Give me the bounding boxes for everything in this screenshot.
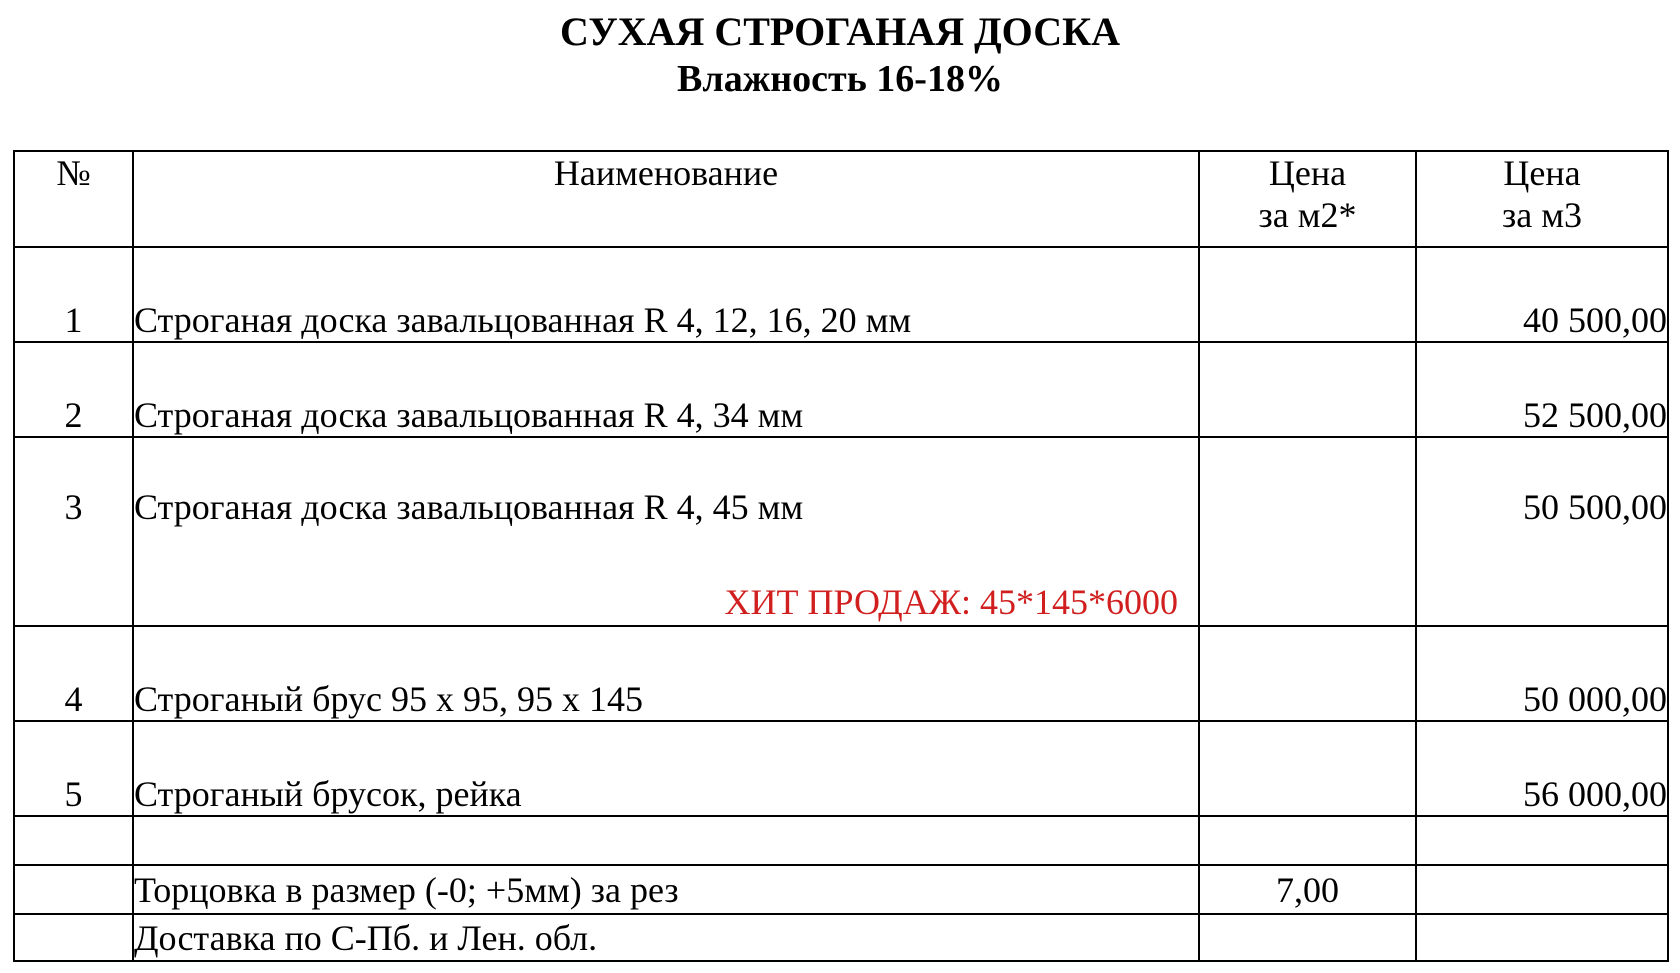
- table-row: [14, 247, 1668, 342]
- header-price-m3-line1: Цена: [1503, 153, 1581, 193]
- empty-cell: [14, 914, 133, 961]
- header-price-m2: [1199, 151, 1416, 247]
- row-name: Строганый брусок, рейка: [133, 721, 1199, 816]
- table-row: [14, 342, 1668, 437]
- row-name: Строганая доска завальцованная R 4, 12, 16, 20 мм: [133, 247, 1199, 342]
- price-table: [13, 150, 1669, 962]
- row-price-m2: [1199, 437, 1416, 626]
- row-number: 2: [14, 342, 133, 437]
- row-price-m2: [1199, 247, 1416, 342]
- service-row-delivery: [14, 914, 1668, 961]
- row-price-m3: 52 500,00: [1416, 342, 1668, 437]
- empty-cell: [1416, 816, 1668, 865]
- header-price-m2-line2: за м2*: [1258, 195, 1357, 235]
- empty-cell: [14, 865, 133, 914]
- document-header: [0, 8, 1680, 102]
- row-price-m2: [1199, 626, 1416, 721]
- document-title: СУХАЯ СТРОГАНАЯ ДОСКА: [559, 9, 1121, 54]
- document-subtitle: Влажность 16-18%: [677, 58, 1003, 100]
- row-number: 3: [14, 437, 133, 626]
- row-name-cell: [133, 437, 1199, 626]
- empty-row: [14, 816, 1668, 865]
- row-number: 5: [14, 721, 133, 816]
- service-price-m2: [1199, 914, 1416, 961]
- table-header-row: [14, 151, 1668, 247]
- header-price-m3: [1416, 151, 1668, 247]
- header-number: [14, 151, 133, 247]
- table-row: [14, 626, 1668, 721]
- service-price-m3: [1416, 865, 1668, 914]
- row-number: 1: [14, 247, 133, 342]
- row-price-m3: 56 000,00: [1416, 721, 1668, 816]
- row-number: 4: [14, 626, 133, 721]
- service-row-trimming: [14, 865, 1668, 914]
- empty-cell: [14, 816, 133, 865]
- row-name: Строганая доска завальцованная R 4, 34 мм: [133, 342, 1199, 437]
- header-name: [133, 151, 1199, 247]
- row-price-m2: [1199, 342, 1416, 437]
- header-price-m3-line2: за м3: [1502, 195, 1582, 235]
- service-price-m3: [1416, 914, 1668, 961]
- service-price-m2: 7,00: [1199, 865, 1416, 914]
- service-name: Доставка по С-Пб. и Лен. обл.: [133, 914, 1199, 961]
- table-row: [14, 721, 1668, 816]
- row-name: Строганая доска завальцованная R 4, 45 мм: [134, 487, 804, 527]
- empty-cell: [1199, 816, 1416, 865]
- header-number-label: №: [56, 153, 91, 193]
- header-name-label: Наименование: [553, 153, 779, 193]
- header-price-m2-line1: Цена: [1268, 153, 1347, 193]
- table-row: [14, 437, 1668, 626]
- row-price-m2: [1199, 721, 1416, 816]
- row-price-m3: 50 500,00: [1416, 437, 1668, 626]
- bestseller-label: ХИТ ПРОДАЖ: 45*145*6000: [724, 582, 1178, 622]
- service-name: Торцовка в размер (-0; +5мм) за рез: [133, 865, 1199, 914]
- empty-cell: [133, 816, 1199, 865]
- row-name: Строганый брус 95 х 95, 95 х 145: [133, 626, 1199, 721]
- row-price-m3: 50 000,00: [1416, 626, 1668, 721]
- row-price-m3: 40 500,00: [1416, 247, 1668, 342]
